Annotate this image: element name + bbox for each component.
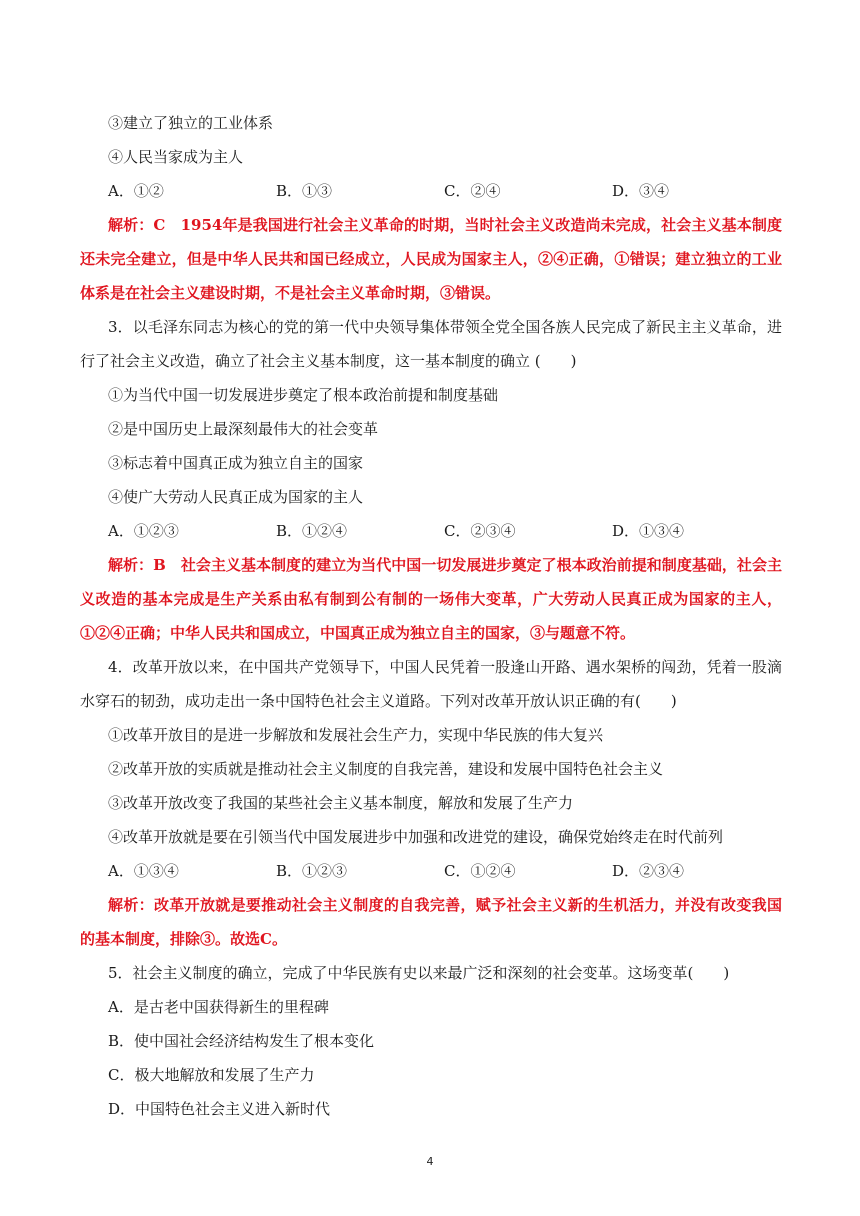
q4-stem: 4．改革开放以来，在中国共产党领导下，中国人民凭着一股逢山开路、遇水架桥的闯劲，凭着一股滴水穿石的韧劲，成功走出一条中国特色社会主义道路。下列对改革开放认识正确的有( )	[80, 658, 782, 710]
q4-item-1: ①改革开放目的是进一步解放和发展社会生产力，实现中华民族的伟大复兴	[108, 726, 604, 744]
q2-item-3: ③建立了独立的工业体系	[108, 114, 274, 132]
q4-option-a: A．①③④	[108, 862, 179, 880]
q2-option-a: A．①②	[108, 182, 164, 200]
q4-item-4: ④改革开放就是要在引领当代中国发展进步中加强和改进党的建设，确保党始终走在时代前列	[108, 828, 724, 846]
q5-stem: 5．社会主义制度的确立，完成了中华民族有史以来最广泛和深刻的社会变革。这场变革( )	[108, 964, 730, 982]
q3-item-2: ②是中国历史上最深刻最伟大的社会变革	[108, 420, 379, 438]
q3-option-c: C．②③④	[444, 522, 516, 540]
q3-item-1: ①为当代中国一切发展进步奠定了根本政治前提和制度基础	[108, 386, 499, 404]
q3-item-3: ③标志着中国真正成为独立自主的国家	[108, 454, 364, 472]
q5-option-c: C．极大地解放和发展了生产力	[108, 1066, 315, 1084]
q2-option-b: B．①③	[276, 182, 333, 200]
q2-option-c: C．②④	[444, 182, 501, 200]
q3-option-d: D．①③④	[612, 522, 685, 540]
page-number: 4	[426, 1155, 434, 1168]
q2-item-4: ④人民当家成为主人	[108, 148, 244, 166]
q4-options	[80, 854, 782, 888]
q4-analysis: 解析：改革开放就是要推动社会主义制度的自我完善，赋予社会主义新的生机活力，并没有改变我国的基本制度，排除③。故选C。	[80, 896, 782, 948]
q3-stem: 3．以毛泽东同志为核心的党的第一代中央领导集体带领全党全国各族人民完成了新民主主义革命，进行了社会主义改造，确立了社会主义基本制度，这一基本制度的确立 ( )	[80, 318, 782, 370]
q5-option-a: A．是古老中国获得新生的里程碑	[108, 998, 329, 1016]
q4-option-b: B．①②③	[276, 862, 348, 880]
q3-options	[80, 514, 782, 548]
q4-option-d: D．②③④	[612, 862, 685, 880]
q3-option-a: A．①②③	[108, 522, 179, 540]
q4-item-3: ③改革开放改变了我国的某些社会主义基本制度，解放和发展了生产力	[108, 794, 574, 812]
page-content	[80, 106, 782, 1126]
q5-option-d: D．中国特色社会主义进入新时代	[108, 1100, 331, 1118]
q2-option-d: D．③④	[612, 182, 670, 200]
q3-item-4: ④使广大劳动人民真正成为国家的主人	[108, 488, 364, 506]
q2-options	[80, 174, 782, 208]
q3-option-b: B．①②④	[276, 522, 348, 540]
q4-item-2: ②改革开放的实质就是推动社会主义制度的自我完善，建设和发展中国特色社会主义	[108, 760, 664, 778]
q3-analysis: 解析：B 社会主义基本制度的建立为当代中国一切发展进步奠定了根本政治前提和制度基础，社会主义改造的基本完成是生产关系由私有制到公有制的一场伟大变革，广大劳动人民真正成为国家的主人，①②④正确；中华人民共和国成立，中国真正成为独立自主的国家，③与题意不符。	[80, 556, 782, 642]
q4-option-c: C．①②④	[444, 862, 516, 880]
q2-analysis: 解析：C 1954年是我国进行社会主义革命的时期，当时社会主义改造尚未完成，社会主义基本制度还未完全建立，但是中华人民共和国已经成立，人民成为国家主人，②④正确，①错误；建立独立的工业体系是在社会主义建设时期，不是社会主义革命时期，③错误。	[80, 216, 782, 302]
q5-option-b: B．使中国社会经济结构发生了根本变化	[108, 1032, 375, 1050]
